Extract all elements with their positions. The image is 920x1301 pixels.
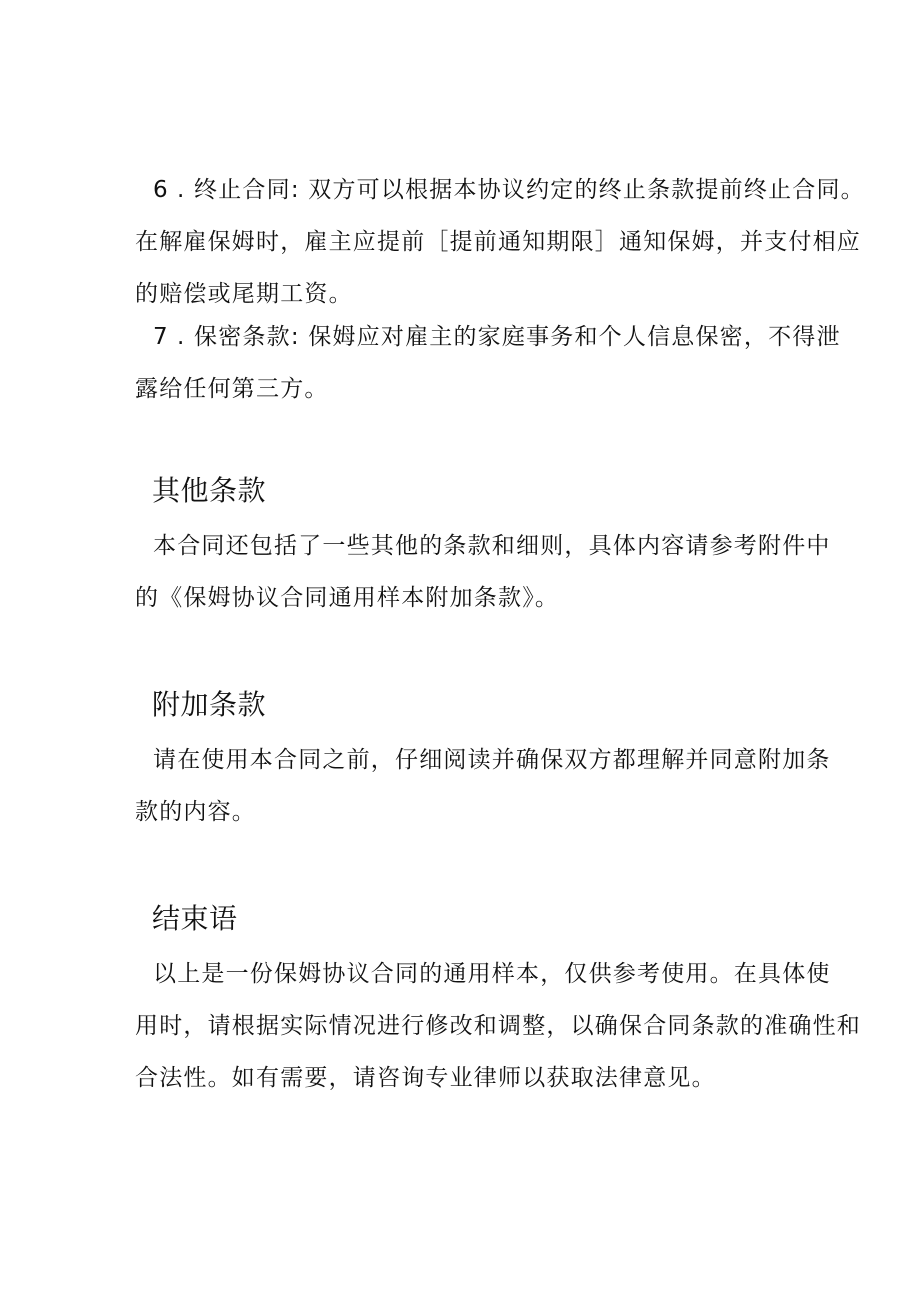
clause-6 [135,164,865,320]
paragraph-line: 以上是一份保姆协议合同的通用样本，仅供参考使用。在具体使 [153,961,831,987]
section-heading-other-terms: 其他条款 [152,474,267,507]
section-paragraph [135,734,835,838]
section-additional-terms-body [135,734,835,838]
clause-7 [135,311,841,415]
section-paragraph [135,520,835,624]
section-other-terms-body [135,520,835,624]
paragraph-line: 请在使用本合同之前，仔细阅读并确保双方都理解并同意附加条 [153,747,831,773]
clause-7-line-1: 7 . 保密条款: 保姆应对雇主的家庭事务和个人信息保密，不得泄 [135,311,835,363]
paragraph-line: 的《保姆协议合同通用样本附加条款》。 [135,585,560,611]
clause-6-line-2: 在解雇保姆时，雇主应提前［提前通知期限］通知保姆，并支付相应 [135,229,861,255]
paragraph-line: 用时，请根据实际情况进行修改和调整，以确保合同条款的准确性和 [135,1013,861,1039]
clause-6-line-1: 6 . 终止合同: 双方可以根据本协议约定的终止条款提前终止合同。 [135,164,835,216]
clause-number: 7 [153,324,169,350]
paragraph-line: 款的内容。 [135,799,256,825]
clause-6-paragraph [135,164,865,320]
clause-7-paragraph [135,311,841,415]
section-conclusion-body [135,948,861,1104]
clause-number: 6 [153,177,169,203]
section-heading-additional-terms: 附加条款 [152,688,267,721]
clause-6-line-3: 的赔偿或尾期工资。 [135,281,353,307]
paragraph-line: 合法性。如有需要，请咨询专业律师以获取法律意见。 [135,1065,716,1091]
section-heading-conclusion: 结束语 [152,902,238,935]
section-paragraph [135,948,861,1104]
paragraph-line: 本合同还包括了一些其他的条款和细则，具体内容请参考附件中 [153,533,831,559]
clause-7-line-2: 露给任何第三方。 [135,376,329,402]
